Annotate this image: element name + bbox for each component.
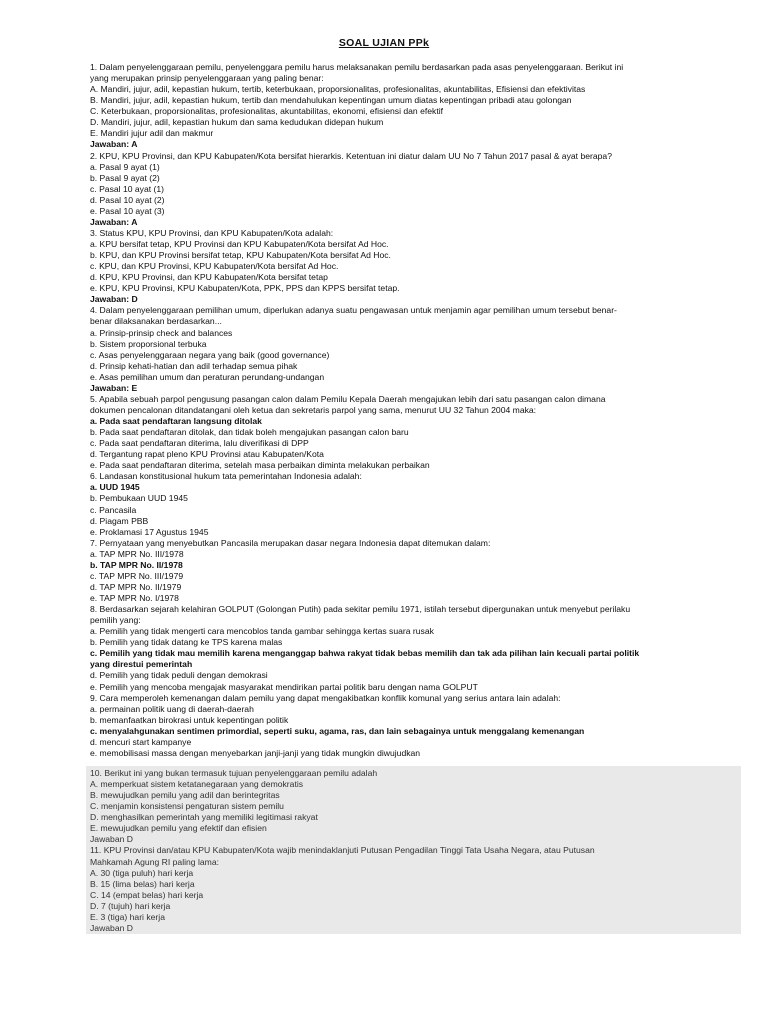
text-line: e. Pada saat pendaftaran diterima, setelah masa perbaikan diminta melakukan perbaikan	[90, 460, 430, 471]
text-line: 8. Berdasarkan sejarah kelahiran GOLPUT (Golongan Putih) pada sekitar pemilu 1971, istilah tersebut dipergunakan untuk menyebut perilaku	[90, 604, 631, 615]
text-line: e. Proklamasi 17 Agustus 1945	[90, 526, 209, 537]
text-line: D. Mandiri, jujur, adil, kepastian hukum dan sama kedudukan didepan hukum	[90, 117, 384, 128]
highlighted-text-line: E. mewujudkan pemilu yang efektif dan efisien	[90, 823, 267, 834]
text-line: d. Pemilih yang tidak peduli dengan demokrasi	[90, 670, 268, 681]
highlighted-text-line: Mahkamah Agung RI paling lama:	[90, 856, 219, 867]
highlighted-questions	[90, 768, 742, 934]
text-line: yang merupakan prinsip penyelenggaraan yang paling benar:	[90, 73, 324, 84]
answer-line: c. menyalahgunakan sentimen primordial, seperti suku, agama, ras, dan lain sebagainya untuk menggalang kemenangan	[90, 725, 585, 736]
answer-line: c. Pemilih yang tidak mau memilih karena menganggap bahwa rakyat tidak bebas memilih dan tak ada pilihan lain kecuali partai politik	[90, 648, 640, 659]
text-line: b. Pada saat pendaftaran ditolak, dan tidak boleh mengajukan pasangan calon baru	[90, 427, 409, 438]
page-title: SOAL UJIAN PPk	[338, 37, 430, 49]
text-line: d. Prinsip kehati-hatian dan adil terhadap semua pihak	[90, 360, 298, 371]
text-line: benar dilaksanakan berdasarkan...	[90, 316, 222, 327]
text-line: e. memobilisasi massa dengan menyebarkan janji-janji yang tidak mungkin diwujudkan	[90, 747, 421, 758]
text-line: B. Mandiri, jujur, adil, kepastian hukum, tertib dan mendahulukan kepentingan umum diatas kepentingan pribadi atau golongan	[90, 95, 572, 106]
answer-line: b. TAP MPR No. II/1978	[90, 559, 183, 570]
text-line: 2. KPU, KPU Provinsi, dan KPU Kabupaten/Kota bersifat hierarkis. Ketentuan ini diatur dalam UU No 7 Tahun 2017 pasal & ayat berapa?	[90, 150, 612, 161]
text-line: c. Asas penyelenggaraan negara yang baik (good governance)	[90, 349, 330, 360]
highlighted-text-line: C. menjamin konsistensi pengaturan sistem pemilu	[90, 801, 284, 812]
highlighted-text-line: B. mewujudkan pemilu yang adil dan berintegritas	[90, 790, 280, 801]
text-line: b. KPU, dan KPU Provinsi bersifat tetap, KPU Kabupaten/Kota bersifat Ad Hoc.	[90, 250, 391, 261]
text-line: d. Piagam PBB	[90, 515, 149, 526]
text-line: c. TAP MPR No. III/1979	[90, 570, 184, 581]
answer-line: Jawaban: A	[90, 139, 138, 150]
highlighted-text-line: 10. Berikut ini yang bukan termasuk tujuan penyelenggaraan pemilu adalah	[90, 768, 378, 778]
text-line: 4. Dalam penyelenggaraan pemilihan umum, diperlukan adanya suatu pengawasan untuk menjamin agar pemilihan umum tersebut benar-	[90, 305, 617, 316]
highlighted-text-line: 11. KPU Provinsi dan/atau KPU Kabupaten/Kota wajib menindaklanjuti Putusan Pengadilan Tinggi Tata Usaha Negara, atau Putusan	[90, 845, 595, 856]
text-line: c. Pada saat pendaftaran diterima, lalu diverifikasi di DPP	[90, 438, 309, 449]
text-line: c. Pasal 10 ayat (1)	[90, 183, 165, 194]
text-line: e. Pasal 10 ayat (3)	[90, 205, 165, 216]
text-line: a. TAP MPR No. III/1978	[90, 548, 184, 559]
text-line: e. Asas pemilihan umum dan peraturan perundang-undangan	[90, 371, 325, 382]
text-line: c. Pancasila	[90, 504, 137, 515]
text-line: e. Pemilih yang mencoba mengajak masyarakat mendirikan partai politik baru dengan nama GOLPUT	[90, 681, 478, 692]
text-line: C. Keterbukaan, proporsionalitas, profesionalitas, akuntabilitas, ekonomi, efisiensi dan efektif	[90, 106, 444, 117]
answer-line: Jawaban: A	[90, 216, 138, 227]
text-line: a. Pemilih yang tidak mengerti cara mencoblos tanda gambar sehingga kertas suara rusak	[90, 626, 434, 637]
text-line: b. Pasal 9 ayat (2)	[90, 172, 160, 183]
question-list	[90, 62, 742, 759]
text-line: b. Pemilih yang tidak datang ke TPS karena malas	[90, 637, 283, 648]
text-line: e. KPU, KPU Provinsi, KPU Kabupaten/Kota, PPK, PPS dan KPPS bersifat tetap.	[90, 283, 400, 294]
highlighted-text-line: Jawaban D	[90, 922, 133, 933]
text-line: b. Pembukaan UUD 1945	[90, 493, 188, 504]
text-line: E. Mandiri jujur adil dan makmur	[90, 128, 214, 139]
highlighted-text-line: D. 7 (tujuh) hari kerja	[90, 900, 171, 911]
text-line: a. permainan politik uang di daerah-daerah	[90, 703, 254, 714]
text-line: dokumen pencalonan ditandatangani oleh ketua dan sekretaris parpol yang sama, menurut UU 32 Tahun 2004 maka:	[90, 404, 537, 415]
text-line: pemilih yang:	[90, 615, 141, 626]
highlighted-text-line: E. 3 (tiga) hari kerja	[90, 911, 165, 922]
answer-line: Jawaban: D	[90, 294, 138, 305]
highlighted-text-line: D. menghasilkan pemerintah yang memiliki legitimasi rakyat	[90, 812, 318, 823]
text-line: 6. Landasan konstitusional hukum tata pemerintahan Indonesia adalah:	[90, 471, 362, 482]
text-line: e. TAP MPR No. I/1978	[90, 593, 179, 603]
answer-line: yang direstui pemerintah	[90, 659, 193, 670]
text-line: b. Sistem proporsional terbuka	[90, 338, 207, 349]
text-line: A. Mandiri, jujur, adil, kepastian hukum, tertib, keterbukaan, proporsionalitas, profesionalitas, akuntabilitas, Efisiensi dan efektivitas	[90, 84, 586, 95]
text-line: a. KPU bersifat tetap, KPU Provinsi dan KPU Kabupaten/Kota bersifat Ad Hoc.	[90, 239, 389, 249]
highlighted-text-line: Jawaban D	[90, 834, 133, 845]
text-line: d. TAP MPR No. II/1979	[90, 581, 182, 592]
text-line: a. Prinsip-prinsip check and balances	[90, 327, 233, 338]
text-line: 7. Pernyataan yang menyebutkan Pancasila merupakan dasar negara Indonesia dapat ditemukan dalam:	[90, 537, 491, 548]
text-line: a. Pasal 9 ayat (1)	[90, 161, 160, 172]
text-line: b. memanfaatkan birokrasi untuk kepentingan politik	[90, 714, 289, 725]
text-line: d. Pasal 10 ayat (2)	[90, 194, 165, 205]
highlighted-text-line: A. memperkuat sistem ketatanegaraan yang demokratis	[90, 779, 304, 790]
text-line: 1. Dalam penyelenggaraan pemilu, penyelenggara pemilu harus melaksanakan pemilu berdasarkan pada asas penyelenggaraan. Berikut ini	[90, 62, 624, 72]
text-line: c. KPU, dan KPU Provinsi, KPU Kabupaten/Kota bersifat Ad Hoc.	[90, 261, 339, 272]
text-line: 5. Apabila sebuah parpol pengusung pasangan calon dalam Pemilu Kepala Daerah mengajukan lebih dari satu pasangan calon dimana	[90, 393, 606, 404]
highlighted-text-line: B. 15 (lima belas) hari kerja	[90, 878, 195, 889]
answer-line: Jawaban: E	[90, 382, 138, 393]
text-line: d. Tergantung rapat pleno KPU Provinsi atau Kabupaten/Kota	[90, 449, 324, 460]
text-line: 3. Status KPU, KPU Provinsi, dan KPU Kabupaten/Kota adalah:	[90, 227, 334, 238]
text-line: d. mencuri start kampanye	[90, 736, 192, 747]
text-line: 9. Cara memperoleh kemenangan dalam pemilu yang dapat mengakibatkan konflik komunal yang serius antara lain adalah:	[90, 692, 561, 703]
highlighted-text-line: C. 14 (empat belas) hari kerja	[90, 889, 204, 900]
text-line: d. KPU, KPU Provinsi, dan KPU Kabupaten/Kota bersifat tetap	[90, 272, 328, 283]
answer-line: a. Pada saat pendaftaran langsung ditolak	[90, 416, 262, 426]
answer-line: a. UUD 1945	[90, 482, 140, 493]
highlighted-text-line: A. 30 (tiga puluh) hari kerja	[90, 867, 194, 878]
